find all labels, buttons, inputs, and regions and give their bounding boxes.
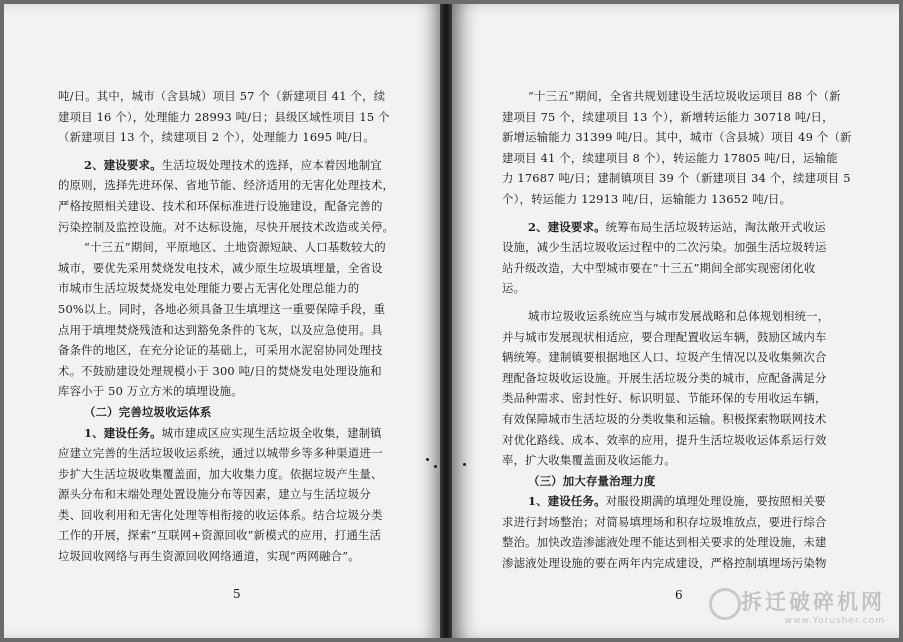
watermark-url: www.Yorusher.com <box>784 616 885 626</box>
text-line: 点用于填埋焚烧残渣和达到豁免条件的飞灰，以及应急使用。具 <box>58 322 383 337</box>
heading-inline: 2、建设要求。 <box>528 219 606 234</box>
left-page-text <box>58 86 410 567</box>
text-line: “十三五”期间，全省共规划建设生活垃圾收运项目 88 个（新 <box>528 89 841 103</box>
text-line: 理配备垃圾收运设施。开展生活垃圾分类的城市，应配备满足分 <box>502 370 827 385</box>
text-line: 源头分布和末端处理处置设施分布等因素，建立与生活垃圾分 <box>58 487 371 502</box>
scan-speck <box>426 458 429 461</box>
section-heading: （三）加大存量治理力度 <box>528 473 656 488</box>
text-line: 术。不鼓励建设处理规模小于 300 吨/日的焚烧发电处理设施和 <box>58 363 382 378</box>
text-line: 备条件的地区，在充分论证的基础上，可采用水泥窑协同处理技 <box>58 343 383 358</box>
text-line: 有效保障城市生活垃圾的分类收集和运输。积极探索物联网技术 <box>502 411 827 426</box>
watermark-logo-icon <box>709 588 741 620</box>
book-gutter <box>440 4 452 638</box>
right-page <box>452 4 899 638</box>
text-line: 污染控制及监控设施。对不达标设施，尽快开展技术改造或关停。 <box>58 219 395 234</box>
text-line: 库容小于 50 万立方米的填埋设施。 <box>58 384 243 399</box>
watermark-title: 拆迁破碎机网 <box>741 590 885 614</box>
page-number: 6 <box>675 588 683 602</box>
scan-speck <box>434 465 437 468</box>
text-line: 设施，减少生活垃圾收运过程中的二次污染。加强生活垃圾转运 <box>502 240 827 255</box>
page-number: 5 <box>233 587 241 601</box>
text-line: 建项目 41 个，续建项目 8 个），转运能力 17805 吨/日，运输能 <box>502 150 838 165</box>
text-line: 工作的开展，探索“互联网+资源回收”新模式的应用，打通生活 <box>58 528 382 543</box>
heading-inline: 1、建设任务。 <box>84 425 162 440</box>
text-line <box>58 423 410 444</box>
section-heading: （二）完善垃圾收运体系 <box>84 404 212 419</box>
text-line <box>502 491 862 512</box>
text-line: 市城市生活垃圾焚烧发电处理能力要占无害化处理总能力的 <box>58 281 360 296</box>
text-run: 统筹布局生活垃圾转运站，淘汰敞开式收运 <box>605 219 826 234</box>
text-line: 步扩大生活垃圾收集覆盖面，加大收集力度。依据垃圾产生量、 <box>58 466 383 481</box>
text-line: 求进行封场整治；对简易填埋场和积存垃圾堆放点，要进行综合 <box>502 514 827 529</box>
right-page-text <box>502 86 862 574</box>
text-line: 个），转运能力 12913 吨/日，运输能力 13652 吨/日。 <box>502 191 792 206</box>
text-line: 建项目 75 个，续建项目 13 个），新增转运能力 30718 吨/日， <box>502 109 834 124</box>
text-line: 应建立完善的生活垃圾收运系统，通过以城带乡等多种渠道进一 <box>58 446 383 461</box>
text-run: 对服役期满的填埋处理设施，要按照相关要 <box>605 494 826 509</box>
text-line: 率，扩大收集覆盖面及收运能力。 <box>502 453 676 468</box>
text-line: 新增运输能力 31399 吨/日。其中，城市（含县城）项目 49 个（新 <box>502 130 852 145</box>
text-run: 城市建成区应实现生活垃圾全收集，建制镇 <box>161 425 382 440</box>
text-line: 垃圾回收网络与再生资源回收网络通道，实现“两网融合”。 <box>58 549 360 564</box>
text-line: 并与城市发展现状相适应，要合理配置收运车辆，鼓励区域内车 <box>502 329 827 344</box>
text-line: 运。 <box>502 281 526 296</box>
text-line: “十三五”期间，平原地区、土地资源短缺、人口基数较大的 <box>84 240 386 255</box>
heading-inline: 1、建设任务。 <box>528 494 606 509</box>
text-line: 整治。加快改造渗滤液处理不能达到相关要求的处理设施，未建 <box>502 535 827 550</box>
text-line: 渗滤液处理设施的要在两年内完成建设，严格控制填埋场污染物 <box>502 556 827 571</box>
text-line: 类品种需求、密封性好、标识明显、节能环保的专用收运车辆， <box>502 391 827 406</box>
text-line: 辆统筹。建制镇要根据地区人口、垃圾产生情况以及收集频次合 <box>502 350 827 365</box>
text-line: 50%以上。同时，各地必须具备卫生填埋这一重要保障手段，重 <box>58 301 386 316</box>
text-line: 类、回收利用和无害化处理等相衔接的收运体系。结合垃圾分类 <box>58 507 383 522</box>
scan-speck <box>463 463 466 466</box>
text-line <box>502 217 862 238</box>
text-line: 吨/日。其中，城市（含县城）项目 57 个（新建项目 41 个，续 <box>58 89 386 103</box>
text-run: 生活垃圾处理技术的选择，应本着因地制宜 <box>161 157 382 172</box>
text-line: 力 17687 吨/日；建制镇项目 39 个（新建项目 34 个，续建项目 5 <box>502 171 851 186</box>
text-line: 对优化路线、成本、效率的应用，提升生活垃圾收运体系运行效 <box>502 432 827 447</box>
text-line: 严格按照相关建设、技术和环保标准进行设施建设，配备完善的 <box>58 198 383 213</box>
left-page <box>4 4 440 638</box>
text-line: 城市，要优先采用焚烧发电技术，减少原生垃圾填埋量，全省设 <box>58 260 383 275</box>
heading-inline: 2、建设要求。 <box>84 157 162 172</box>
text-line: （新建项目 13 个，续建项目 2 个），处理能力 1695 吨/日。 <box>58 130 375 145</box>
text-line: 城市垃圾收运系统应当与城市发展战略和总体规划相统一， <box>528 308 830 323</box>
text-line: 建项目 16 个），处理能力 28993 吨/日；县级区域性项目 15 个 <box>58 109 390 124</box>
text-line: 站升级改造，大中型城市要在“十三五”期间全部实现密闭化收 <box>502 260 816 275</box>
site-watermark <box>741 586 885 626</box>
text-line <box>58 155 410 176</box>
text-line: 的原则，选择先进环保、省地节能、经济适用的无害化处理技术， <box>58 178 395 193</box>
